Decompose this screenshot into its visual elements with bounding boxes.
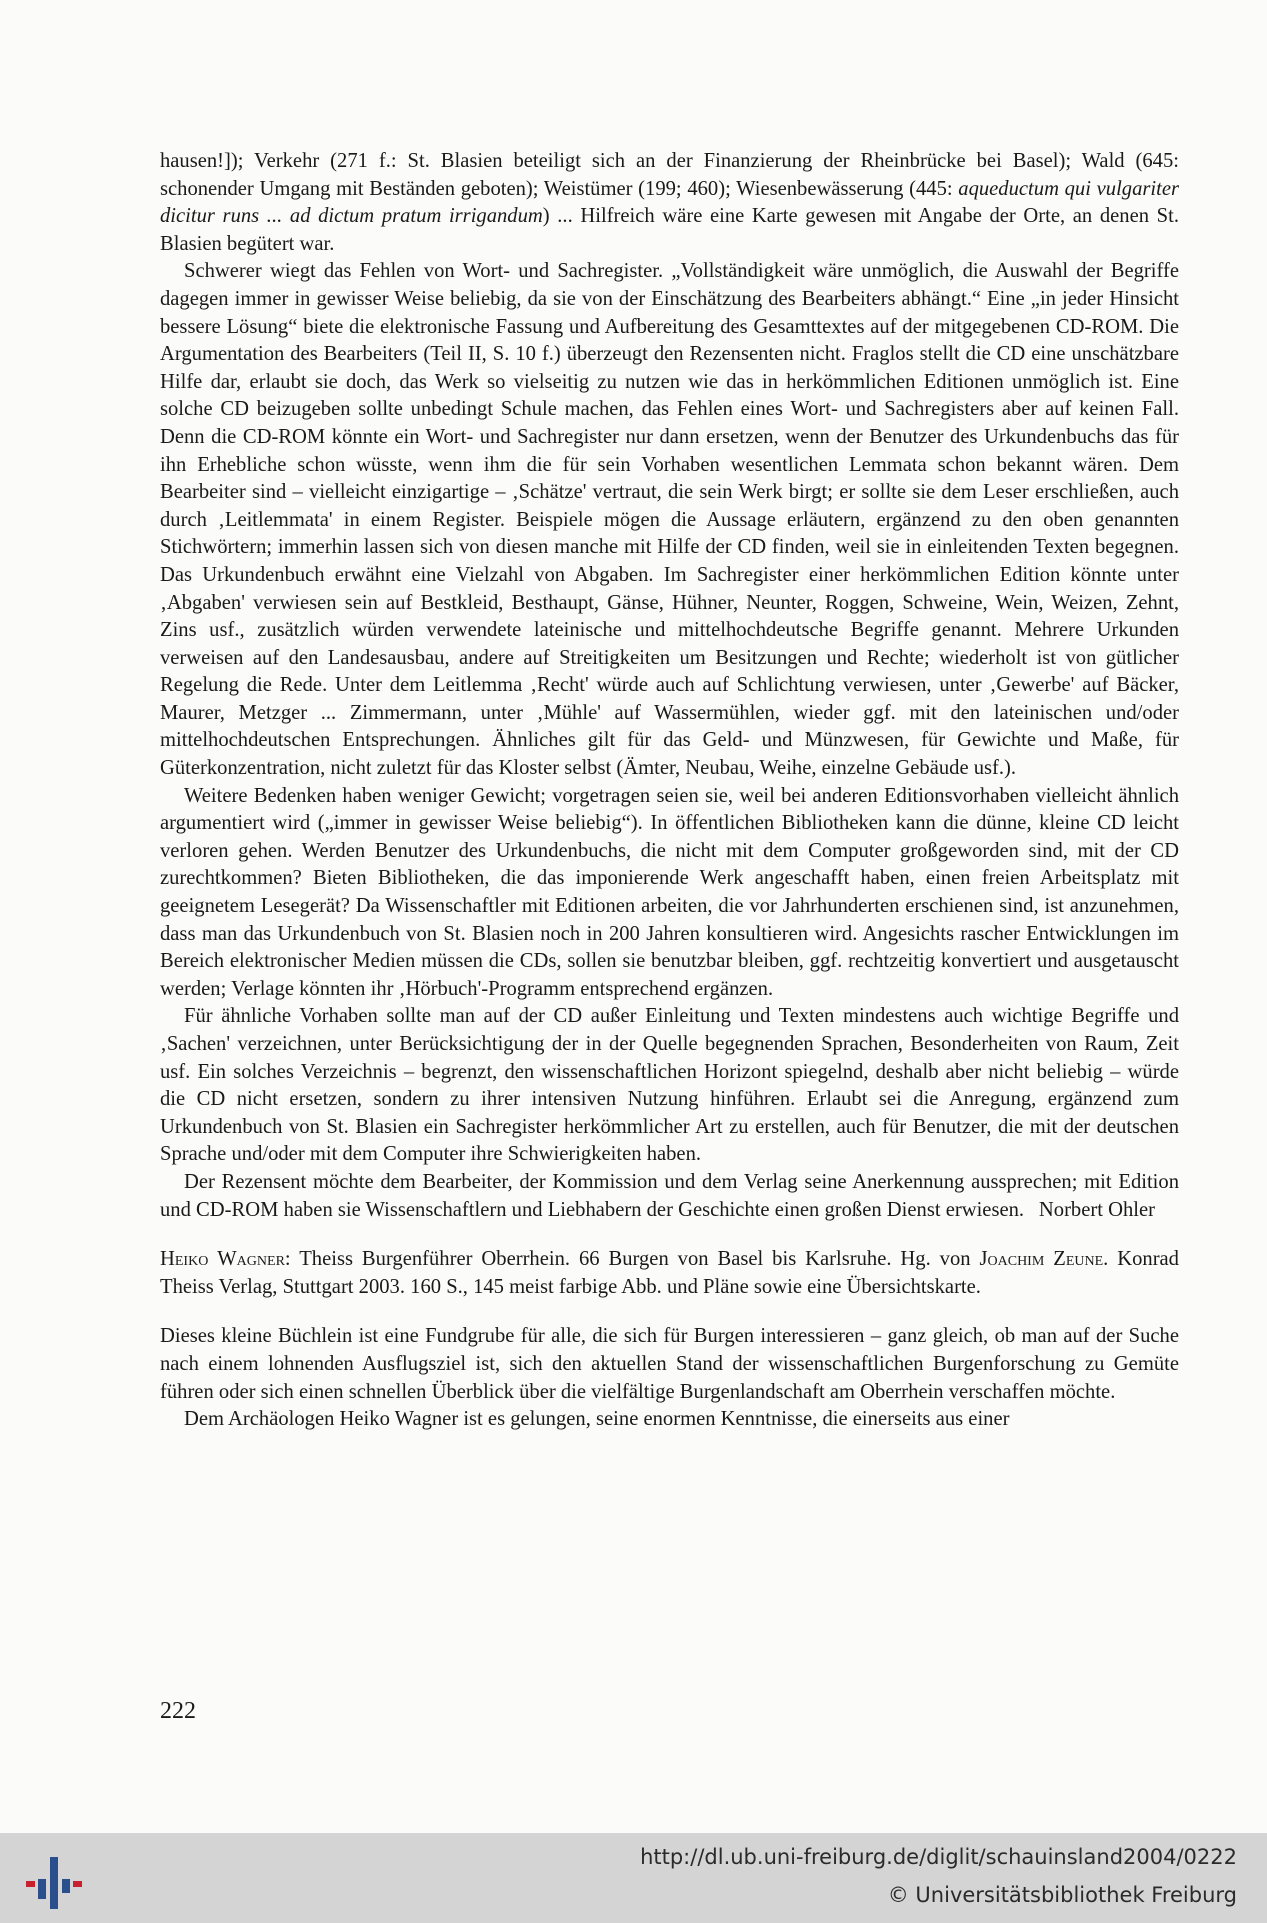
document-url-link[interactable]: http://dl.ub.uni-freiburg.de/diglit/schauinsland2004/0222 — [640, 1845, 1237, 1869]
article-text — [160, 148, 1179, 1434]
paragraph-1: hausen!]); Verkehr (271 f.: St. Blasien beteiligt sich an der Finanzierung der Rheinbrücke bei Basel); Wald (645: schonender Umgang mit Beständen geboten); Weistümer (199; 460); Wiesenbewässerung (445: aqueductum qui vulgariter dicitur runs ... ad dictum pratum irrigandum) ... Hilfreich wäre eine Karte gewesen mit Angabe der Orte, an denen St. Blasien begütert war. — [160, 150, 1179, 255]
review-paragraph-2: Dem Archäologen Heiko Wagner ist es gelungen, seine enormen Kenntnisse, die einerseits aus einer — [184, 1408, 1010, 1431]
copyright-notice: © Universitätsbibliothek Freiburg — [887, 1883, 1237, 1907]
review-paragraph-1: Dieses kleine Büchlein ist eine Fundgrube für alle, die sich für Burgen interessieren – ganz gleich, ob man auf der Suche nach einem lohnenden Ausflugsziel ist, sich den aktuellen Stand der wissenschaftlichen Burgenforschung zu Gemüte führen oder sich einen schnellen Überblick über die vielfältige Burgenlandschaft am Oberrhein verschaffen möchte. — [160, 1325, 1179, 1403]
author-signature: Norbert Ohler — [1038, 1198, 1155, 1221]
review-heading: Heiko Wagner: Theiss Burgenführer Oberrhein. 66 Burgen von Basel bis Karlsruhe. Hg. von Joachim Zeune. Konrad Theiss Verlag, Stuttgart 2003. 160 S., 145 meist farbige Abb. und Pläne sowie eine Übersichtskarte. — [160, 1248, 1179, 1298]
paragraph-2: Schwerer wiegt das Fehlen von Wort- und Sachregister. „Vollständigkeit wäre unmöglich, die Auswahl der Begriffe dagegen immer in gewisser Weise beliebig, da sie von der Einschätzung des Bearbeiters abhängt.“ Eine „in jeder Hinsicht bessere Lösung“ biete die elektronische Fassung und Aufbereitung des Gesamttextes auf der mitgegebenen CD-ROM. Die Argumentation des Bearbeiters (Teil II, S. 10 f.) überzeugt den Rezensenten nicht. Fraglos stellt die CD eine unschätzbare Hilfe dar, erlaubt sie doch, das Werk so vielseitig zu nutzen wie das in herkömmlichen Editionen unmöglich ist. Eine solche CD beizugeben sollte unbedingt Schule machen, das Fehlen eines Wort- und Sachregisters aber auf keinen Fall. Denn die CD-ROM könnte ein Wort- und Sachregister nur dann ersetzen, wenn der Benutzer des Urkundenbuchs das für ihn Erhebliche schon wüsste, wenn ihm die für sein Vorhaben wesentlichen Lemmata schon bekannt wären. Dem Bearbeiter sind – vielleicht einzigartige – ‚Schätze' vertraut, die sein Werk birgt; er sollte sie dem Leser erschließen, auch durch ‚Leitlemmata' in einem Register. Beispiele mögen die Aussage erläutern, ergänzend zu den oben genannten Stichwörtern; immerhin lassen sich von diesen manche mit Hilfe der CD finden, weil sie in einleitenden Texten begegnen. Das Urkundenbuch erwähnt eine Vielzahl von Abgaben. Im Sachregister einer herkömmlichen Edition könnte unter ‚Abgaben' verwiesen sein auf Bestkleid, Besthaupt, Gänse, Hühner, Neunter, Roggen, Schweine, Wein, Weizen, Zehnt, Zins usf., zusätzlich würden verwendete lateinische und mittelhochdeutsche Begriffe genannt. Mehrere Urkunden verweisen auf den Landesausbau, andere auf Streitigkeiten um Besitzungen und Rechte; wiederholt ist von gütlicher Regelung die Rede. Unter dem Leitlemma ‚Recht' würde auch auf Schlichtung verwiesen, unter ‚Gewerbe' auf Bäcker, Maurer, Metzger ... Zimmermann, unter ‚Mühle' auf Wassermühlen, wieder ggf. mit den lateinischen und/oder mittelhochdeutschen Entsprechungen. Ähnliches gilt für das Geld- und Münzwesen, für Gewichte und Maße, für Güterkonzentration, nicht zuletzt für das Kloster selbst (Ämter, Neubau, Weihe, einzelne Gebäude usf.). — [160, 260, 1179, 780]
latin-quote: aqueductum qui vulgariter dicitur runs ... ad dictum pratum irrigandum — [160, 177, 1179, 228]
footer-bar — [0, 1833, 1267, 1923]
ub-freiburg-logo-icon — [26, 1855, 82, 1911]
paragraph-4: Für ähnliche Vorhaben sollte man auf der CD außer Einleitung und Texten mindestens auch wichtige Begriffe und ‚Sachen' verzeichnen, unter Berücksichtigung der in der Quelle begegnenden Sprachen, Besonderheiten von Raum, Zeit usf. Ein solches Verzeichnis – begrenzt, den wissenschaftlichen Horizont spiegelnd, deshalb aber nicht beliebig – würde die CD nicht ersetzen, sondern zu ihrer intensiven Nutzung hinführen. Erlaubt sei die Anregung, ergänzend zum Urkundenbuch von St. Blasien ein Sachregister herkömmlicher Art zu erstellen, auch für Benutzer, die mit der deutschen Sprache und/oder mit dem Computer ihre Schwierigkeiten haben. — [160, 1005, 1179, 1166]
paragraph-3: Weitere Bedenken haben weniger Gewicht; vorgetragen seien sie, weil bei anderen Editionsvorhaben vielleicht ähnlich argumentiert wird („immer in gewisser Weise beliebig“). In öffentlichen Bibliotheken kann die dünne, kleine CD leicht verloren gehen. Werden Benutzer des Urkundenbuchs, die nicht mit dem Computer großgeworden sind, mit der CD zurechtkommen? Bieten Bibliotheken, die das imponierende Werk angeschafft haben, einen freien Arbeitsplatz mit geeignetem Lesegerät? Da Wissenschaftler mit Editionen arbeiten, die vor Jahrhunderten erschienen sind, ist anzunehmen, dass man das Urkundenbuch von St. Blasien noch in 200 Jahren konsultieren wird. Angesichts rascher Entwicklungen im Bereich elektronischer Medien müssen die CDs, sollen sie benutzbar bleiben, ggf. rechtzeitig konvertiert und ausgetauscht werden; Verlage könnten ihr ‚Hörbuch'-Programm entsprechend ergänzen. — [160, 784, 1179, 1000]
page-number: 222 — [160, 1698, 196, 1724]
paragraph-5: Der Rezensent möchte dem Bearbeiter, der Kommission und dem Verlag seine Anerkennung aussprechen; mit Edition und CD-ROM haben sie Wissenschaftlern und Liebhabern der Geschichte einen großen Dienst erwiesen. — [160, 1170, 1179, 1221]
